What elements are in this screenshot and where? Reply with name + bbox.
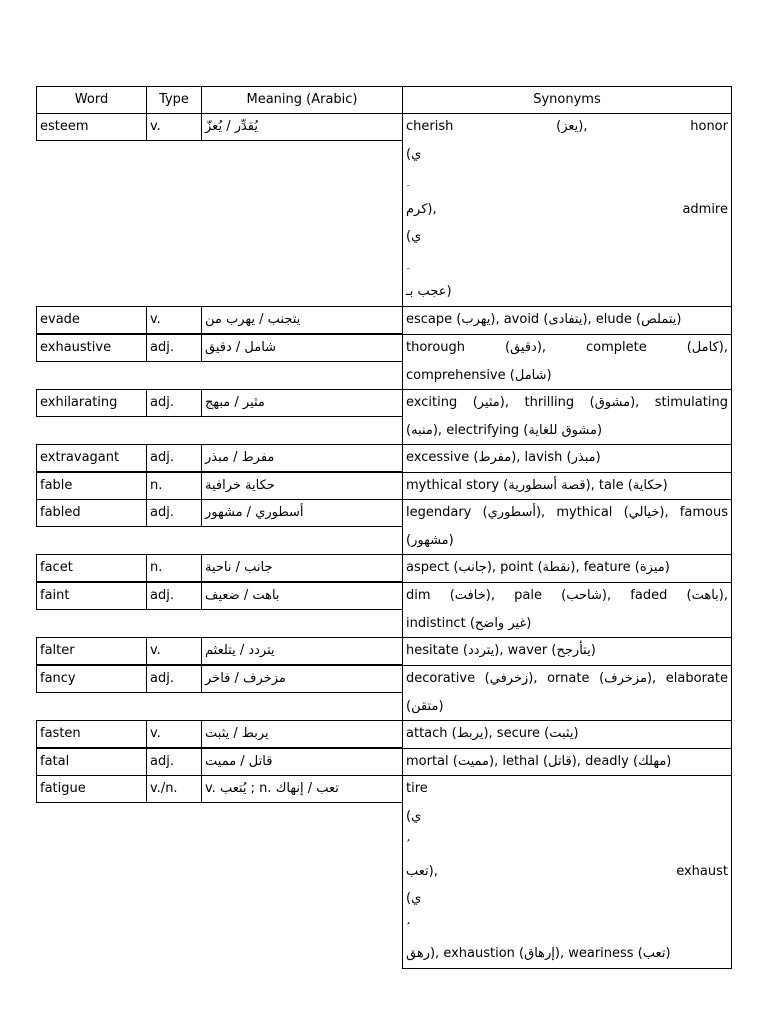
word-cell <box>36 499 147 527</box>
type-text: n. <box>150 560 163 575</box>
synonym-segment: cherish <box>406 119 454 134</box>
synonym-line <box>406 394 728 412</box>
synonym-segment: indistinct (غير واضح) <box>406 615 532 631</box>
synonym-segment: كرم), <box>406 201 437 217</box>
meaning-cell <box>201 748 403 776</box>
type-cell <box>146 334 202 362</box>
synonym-line <box>406 504 728 522</box>
synonym-line <box>406 780 728 798</box>
word-text: extravagant <box>40 450 120 465</box>
synonyms-cell <box>402 472 732 501</box>
word-text: fatal <box>40 754 70 769</box>
header-word <box>36 86 147 114</box>
word-cell <box>36 748 147 776</box>
synonym-segment: mortal (مميت), lethal (قاتل), deadly (مهلك) <box>406 754 672 769</box>
synonym-line <box>406 339 728 357</box>
meaning-text: مفرط / مبذر <box>205 450 275 465</box>
meaning-text: مزخرف / فاخر <box>205 671 286 686</box>
type-cell <box>146 637 202 665</box>
synonym-segment: thorough <box>406 340 466 355</box>
word-cell <box>36 306 147 334</box>
meaning-cell <box>201 637 403 665</box>
word-cell <box>36 444 147 472</box>
synonyms-cell <box>402 665 732 721</box>
header-synonyms-label: Synonyms <box>533 92 601 107</box>
synonym-segment: mythical <box>556 505 613 520</box>
type-text: adj. <box>150 754 174 769</box>
word-cell <box>36 637 147 665</box>
word-text: esteem <box>40 119 89 134</box>
synonym-segment: complete <box>586 340 647 355</box>
meaning-text: شامل / دقيق <box>205 340 277 355</box>
meaning-cell <box>201 472 403 500</box>
synonym-line <box>406 201 728 219</box>
synonym-segment: (خافت), <box>449 588 495 603</box>
synonym-segment: mythical story (قصة أسطورية), tale (حكاية) <box>406 478 668 493</box>
type-cell <box>146 444 202 472</box>
word-cell <box>36 665 147 693</box>
synonym-line <box>406 118 728 136</box>
word-text: facet <box>40 560 73 575</box>
synonym-line <box>406 642 728 660</box>
synonym-segment: (أسطوري), <box>482 505 546 520</box>
synonym-segment: تعب), <box>406 863 438 879</box>
word-cell <box>36 113 147 141</box>
synonym-line <box>406 863 728 881</box>
synonym-segment: hesitate (يتردد), waver (يتأرجح) <box>406 643 596 658</box>
synonym-segment: faded <box>630 588 668 603</box>
synonym-segment: (ي <box>406 146 422 162</box>
word-cell <box>36 334 147 362</box>
synonym-line <box>406 283 728 301</box>
synonym-line <box>406 615 728 633</box>
word-cell <box>36 720 147 748</box>
synonyms-cell <box>402 720 732 749</box>
meaning-text: جانب / ناحية <box>205 560 273 575</box>
synonyms-cell <box>402 775 732 969</box>
synonym-segment: exciting <box>406 395 458 410</box>
synonym-line <box>406 753 728 771</box>
type-text: v. <box>150 312 161 327</box>
word-text: faint <box>40 588 70 603</box>
meaning-cell <box>201 306 403 334</box>
synonym-line <box>406 449 728 467</box>
meaning-cell <box>201 720 403 748</box>
synonym-line <box>406 422 728 440</box>
meaning-text: يربط / يثبت <box>205 726 269 741</box>
synonym-segment: (باهت), <box>686 588 728 603</box>
type-cell <box>146 582 202 610</box>
header-word-label: Word <box>74 92 109 107</box>
word-text: exhilarating <box>40 395 118 410</box>
type-cell <box>146 554 202 582</box>
type-cell <box>146 472 202 500</box>
synonym-segment: (متقن) <box>406 698 444 714</box>
header-type-label: Type <box>159 92 189 107</box>
synonym-line <box>406 173 728 192</box>
synonym-line <box>406 477 728 495</box>
meaning-cell <box>201 444 403 472</box>
synonym-segment: (زخرفي), <box>484 671 538 686</box>
word-text: fable <box>40 478 73 493</box>
synonym-segment: pale <box>514 588 542 603</box>
synonym-segment: (مزخرف), <box>599 671 657 686</box>
synonym-segment: admire <box>682 201 728 217</box>
synonym-line <box>406 559 728 577</box>
type-text: adj. <box>150 450 174 465</box>
synonym-segment: stimulating <box>654 395 728 410</box>
word-text: fabled <box>40 505 81 520</box>
meaning-text: مثير / مبهج <box>205 395 265 410</box>
synonym-segment: (يعز), <box>556 119 588 134</box>
type-text: v. <box>150 119 161 134</box>
type-text: v./n. <box>150 781 178 796</box>
synonym-segment: (خيالي), <box>623 505 669 520</box>
type-text: adj. <box>150 340 174 355</box>
synonyms-cell <box>402 389 732 445</box>
type-cell <box>146 113 202 141</box>
type-text: adj. <box>150 671 174 686</box>
type-cell <box>146 306 202 334</box>
synonym-segment: (كامل), <box>686 340 728 355</box>
type-text: adj. <box>150 588 174 603</box>
synonym-segment: (دقيق), <box>505 340 547 355</box>
type-text: v. <box>150 643 161 658</box>
word-text: fasten <box>40 726 81 741</box>
synonyms-cell <box>402 334 732 390</box>
synonym-segment: عجب بـ) <box>406 284 452 299</box>
synonym-segment: legendary <box>406 505 472 520</box>
meaning-text: باهت / ضعيف <box>205 588 280 603</box>
type-text: adj. <box>150 395 174 410</box>
synonym-segment: escape (يهرب), avoid (يتفادى), elude (يتملص) <box>406 312 682 327</box>
synonyms-cell <box>402 748 732 777</box>
synonym-line <box>406 367 728 385</box>
synonym-segment: dim <box>406 588 431 603</box>
synonym-segment: decorative <box>406 671 476 686</box>
synonym-segment: comprehensive (شامل) <box>406 367 552 383</box>
synonym-segment: tire <box>406 781 428 796</box>
meaning-text: حكاية خرافية <box>205 478 275 493</box>
word-text: falter <box>40 643 75 658</box>
synonym-segment: elaborate <box>665 671 728 686</box>
synonym-segment: (ي <box>406 808 422 824</box>
synonym-line <box>406 146 728 164</box>
synonym-line <box>406 725 728 743</box>
synonym-line <box>406 670 728 688</box>
meaning-cell <box>201 113 403 141</box>
synonym-line <box>406 918 728 937</box>
synonym-segment: (ي <box>406 229 422 244</box>
word-cell <box>36 554 147 582</box>
header-synonyms <box>402 86 732 114</box>
type-cell <box>146 389 202 417</box>
synonym-segment: honor <box>690 119 728 134</box>
type-cell <box>146 499 202 527</box>
meaning-cell <box>201 775 403 803</box>
word-text: evade <box>40 312 80 327</box>
synonym-segment: (منبه), electrifying (مشوق للغاية) <box>406 422 603 438</box>
word-cell <box>36 472 147 500</box>
synonym-segment: رهق), exhaustion (إرهاق), weariness (تعب) <box>406 946 671 961</box>
synonym-segment: (مشوق), <box>589 395 640 410</box>
synonym-segment: (شاحب), <box>561 588 612 603</box>
word-text: exhaustive <box>40 340 112 355</box>
synonyms-cell <box>402 306 732 335</box>
synonyms-cell <box>402 499 732 555</box>
synonym-segment: exhaust <box>676 863 728 879</box>
type-cell <box>146 720 202 748</box>
type-cell <box>146 748 202 776</box>
meaning-cell <box>201 499 403 527</box>
meaning-cell <box>201 389 403 417</box>
synonym-line <box>406 835 728 854</box>
synonym-segment: famous <box>679 505 728 520</box>
word-cell <box>36 389 147 417</box>
type-cell <box>146 665 202 693</box>
synonyms-cell <box>402 637 732 666</box>
synonym-line <box>406 890 728 908</box>
synonym-segment: aspect (جانب), point (نقطة), feature (ميزة) <box>406 560 670 575</box>
synonym-line <box>406 532 728 550</box>
header-meaning <box>201 86 403 114</box>
word-text: fancy <box>40 671 76 686</box>
word-text: fatigue <box>40 781 86 796</box>
meaning-text: يتجنب / يهرب من <box>205 312 301 327</box>
synonym-line <box>406 698 728 716</box>
meaning-text: يتردد / يتلعثم <box>205 643 275 658</box>
synonym-segment: excessive (مفرط), lavish (مبذر) <box>406 450 601 465</box>
synonym-segment: (ي <box>406 891 422 906</box>
word-cell <box>36 582 147 610</box>
meaning-cell <box>201 582 403 610</box>
meaning-cell <box>201 334 403 362</box>
meaning-text: أسطوري / مشهور <box>205 505 304 520</box>
type-text: adj. <box>150 505 174 520</box>
synonym-segment: thrilling <box>524 395 575 410</box>
header-type <box>146 86 202 114</box>
synonym-line <box>406 311 728 329</box>
meaning-text: يُقدِّر / يُعزّ <box>205 119 259 134</box>
type-text: n. <box>150 478 163 493</box>
synonym-segment: (مثير), <box>472 395 509 410</box>
word-cell <box>36 775 147 803</box>
synonym-line <box>406 587 728 605</box>
synonyms-cell <box>402 444 732 473</box>
meaning-cell <box>201 554 403 582</box>
type-text: v. <box>150 726 161 741</box>
synonym-line <box>406 945 728 963</box>
synonym-line <box>406 228 728 246</box>
header-meaning-label: Meaning (Arabic) <box>246 92 358 107</box>
synonym-segment: attach (يربط), secure (يثبت) <box>406 726 579 741</box>
meaning-cell <box>201 665 403 693</box>
type-cell <box>146 775 202 803</box>
synonyms-cell <box>402 113 732 307</box>
meaning-text: قاتل / مميت <box>205 754 273 769</box>
synonym-line <box>406 256 728 275</box>
synonyms-cell <box>402 582 732 638</box>
synonym-segment: (مشهور) <box>406 532 454 548</box>
synonyms-cell <box>402 554 732 583</box>
synonym-line <box>406 808 728 826</box>
meaning-text: v. يُتعب ; n. تعب / إنهاك <box>205 781 339 796</box>
synonym-segment: ornate <box>547 671 590 686</box>
